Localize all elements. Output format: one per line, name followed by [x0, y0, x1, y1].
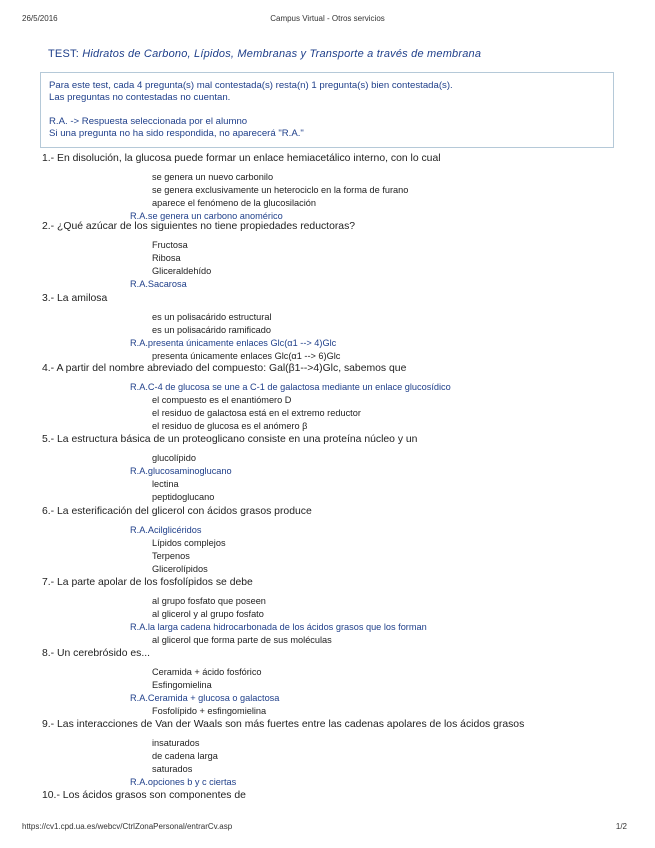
question-text: 8.- Un cerebrósido es... [42, 648, 150, 659]
test-title [48, 48, 481, 60]
answer-option: al grupo fosfato que poseen [152, 596, 266, 606]
answer-option: Ceramida + ácido fosfórico [152, 667, 262, 677]
test-label: TEST: [48, 48, 79, 60]
question-text: 1.- En disolución, la glucosa puede formar un enlace hemiacetálico interno, con lo cual [42, 153, 441, 164]
answer-option: es un polisacárido ramificado [152, 325, 271, 335]
selected-answer: R.A.la larga cadena hidrocarbonada de los ácidos grasos que los forman [130, 622, 427, 632]
selected-answer: R.A.Acilglicéridos [130, 525, 202, 535]
answer-option: de cadena larga [152, 751, 218, 761]
selected-answer: R.A.presenta únicamente enlaces Glc(α1 --> 4)Glc [130, 338, 337, 348]
answer-option: al glicerol y al grupo fosfato [152, 609, 264, 619]
selected-answer: R.A.C-4 de glucosa se une a C-1 de galactosa mediante un enlace glucosídico [130, 382, 451, 392]
question-text: 2.- ¿Qué azúcar de los siguientes no tiene propiedades reductoras? [42, 221, 356, 232]
test-name: Hidratos de Carbono, Lípidos, Membranas y Transporte a través de membrana [82, 48, 482, 60]
answer-option: Gliceraldehído [152, 266, 212, 276]
answer-option: Fosfolípido + esfingomielina [152, 706, 267, 716]
question-text: 3.- La amilosa [42, 293, 108, 304]
answer-option: Glicerolípidos [152, 564, 208, 574]
answer-option: aparece el fenómeno de la glucosilación [152, 198, 316, 208]
info-box [40, 72, 614, 148]
selected-answer: R.A.se genera un carbono anomérico [130, 211, 283, 221]
answer-option: Esfingomielina [152, 680, 212, 690]
answer-option: Terpenos [152, 551, 190, 561]
page-number: 1/2 [615, 822, 627, 831]
info-line-4: Si una pregunta no ha sido respondida, no aparecerá "R.A." [49, 128, 304, 140]
question-text: 9.- Las interacciones de Van der Waals son más fuertes entre las cadenas apolares de los ácidos grasos [42, 719, 525, 730]
answer-option: insaturados [152, 738, 200, 748]
question-text: 5.- La estructura básica de un proteoglicano consiste en una proteína núcleo y un [42, 434, 418, 445]
print-date: 26/5/2016 [22, 14, 58, 23]
answer-option: es un polisacárido estructural [152, 312, 272, 322]
answer-option: peptidoglucano [152, 492, 215, 502]
answer-option: presenta únicamente enlaces Glc(α1 --> 6)Glc [152, 351, 341, 361]
print-title: Campus Virtual - Otros servicios [270, 14, 385, 23]
info-line-3: R.A. -> Respuesta seleccionada por el alumno [49, 115, 248, 127]
selected-answer: R.A.glucosaminoglucano [130, 466, 232, 476]
selected-answer: R.A.Sacarosa [130, 279, 187, 289]
answer-option: lectina [152, 479, 179, 489]
info-line-1: Para este test, cada 4 pregunta(s) mal contestada(s) resta(n) 1 pregunta(s) bien contestada(s). [49, 80, 453, 91]
answer-option: el compuesto es el enantiómero D [152, 395, 292, 405]
selected-answer: R.A.opciones b y c ciertas [130, 777, 237, 787]
answer-option: el residuo de galactosa está en el extremo reductor [152, 408, 361, 418]
question-text: 4.- A partir del nombre abreviado del compuesto: Gal(β1-->4)Glc, sabemos que [42, 363, 407, 374]
answer-option: el residuo de glucosa es el anómero β [152, 421, 308, 431]
info-line-2: Las preguntas no contestadas no cuentan. [49, 92, 231, 104]
question-text: 7.- La parte apolar de los fosfolípidos se debe [42, 577, 253, 588]
question-text: 6.- La esterificación del glicerol con ácidos grasos produce [42, 506, 312, 517]
answer-option: se genera un nuevo carbonilo [152, 172, 274, 182]
answer-option: saturados [152, 764, 193, 774]
print-url: https://cv1.cpd.ua.es/webcv/CtrlZonaPersonal/entrarCv.asp [22, 822, 233, 831]
answer-option: al glicerol que forma parte de sus moléculas [152, 635, 332, 645]
answer-option: glucolípido [152, 453, 196, 463]
answer-option: Lípidos complejos [152, 538, 226, 548]
answer-option: Fructosa [152, 240, 188, 250]
answer-option: Ribosa [152, 253, 181, 263]
question-text: 10.- Los ácidos grasos son componentes de [42, 790, 246, 801]
answer-option: se genera exclusivamente un heterociclo en la forma de furano [152, 185, 409, 195]
selected-answer: R.A.Ceramida + glucosa o galactosa [130, 693, 280, 703]
